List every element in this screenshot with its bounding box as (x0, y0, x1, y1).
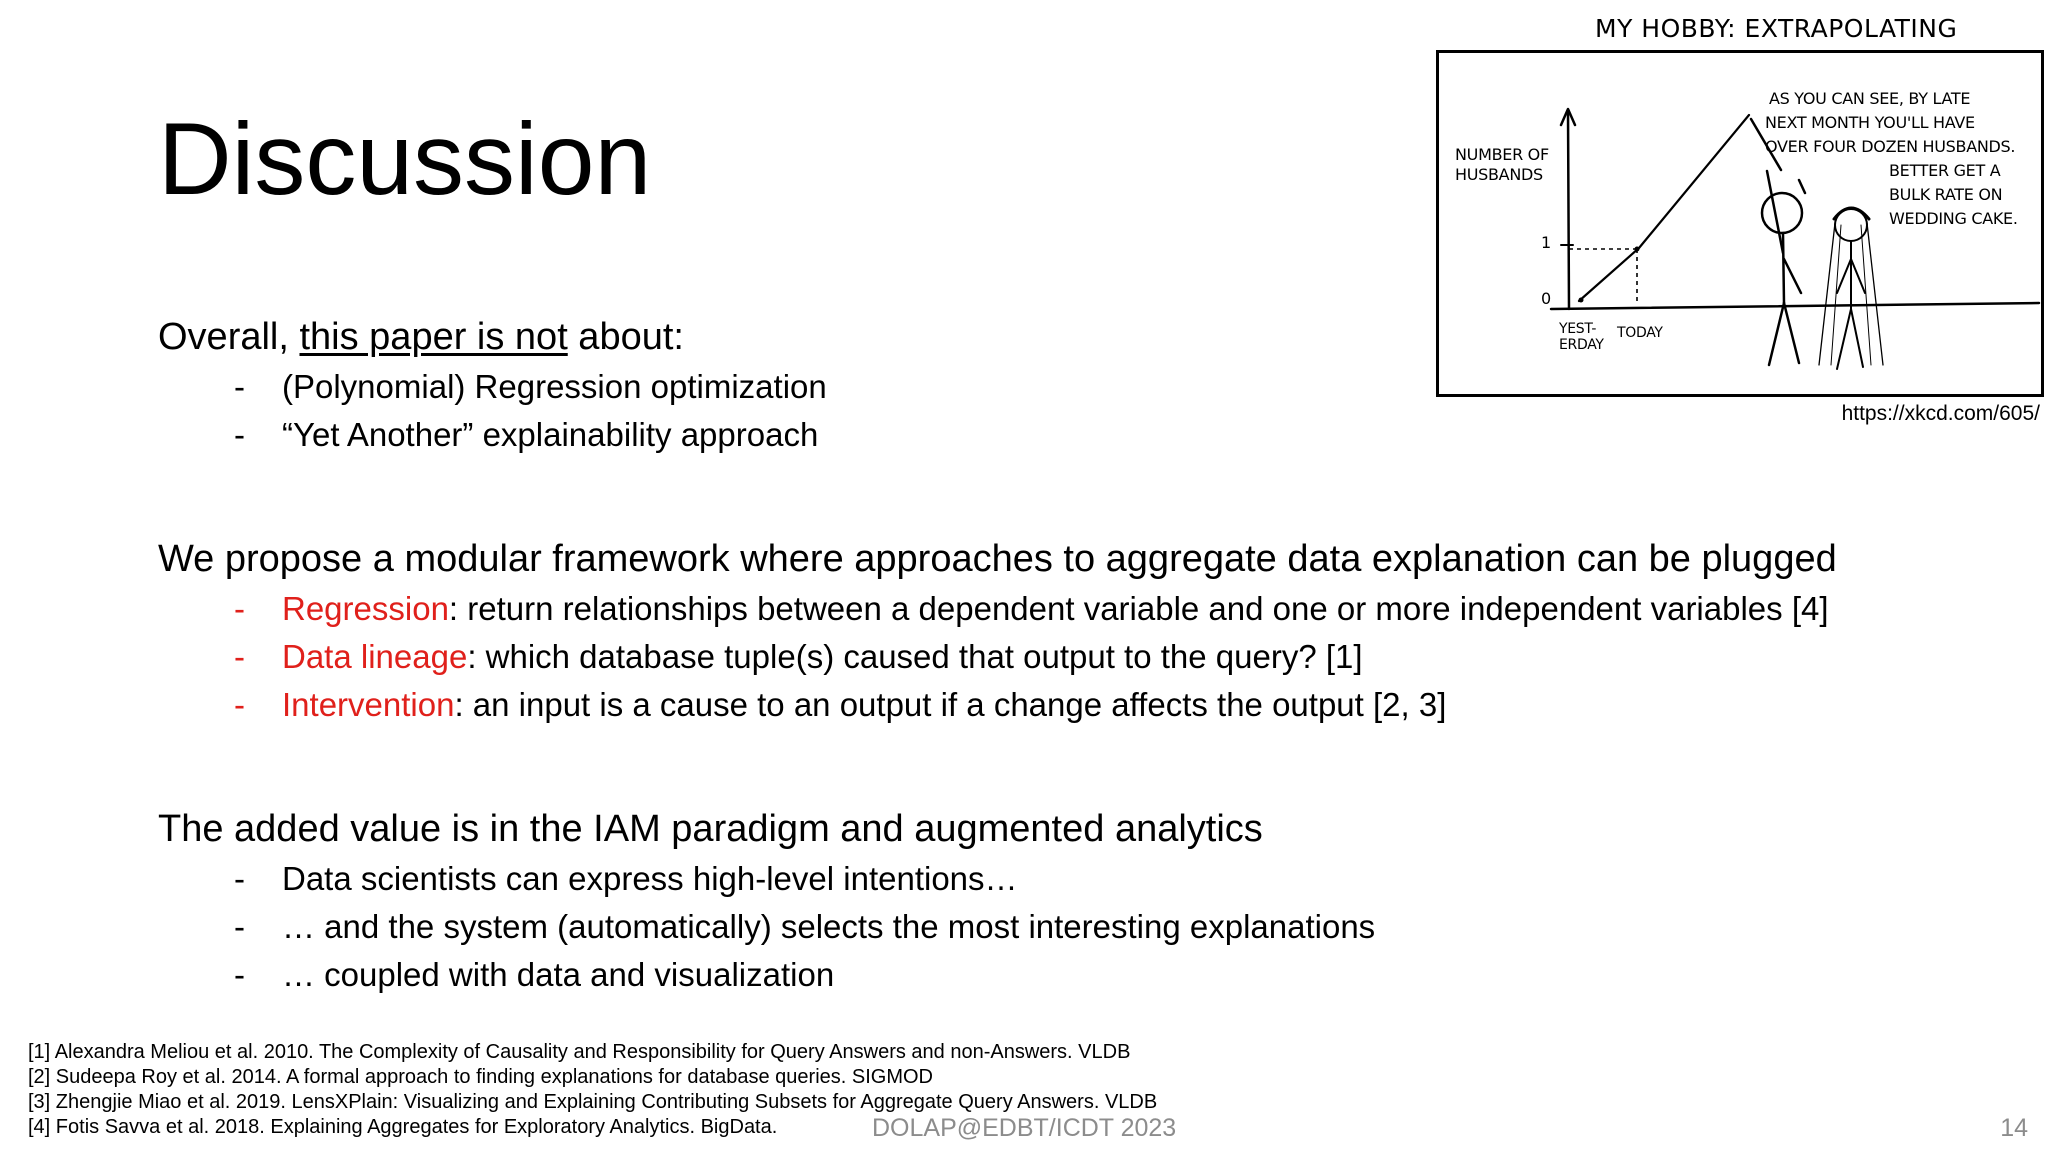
page-number: 14 (2000, 1114, 2028, 1142)
speech-line-2: NEXT MONTH YOU'LL HAVE (1765, 113, 1975, 132)
section-2-lead: We propose a modular framework where approaches to aggregate data explanation can be plugged (158, 538, 1837, 580)
section-1-lead-underlined: this paper is not (299, 316, 568, 358)
trend-line (1579, 115, 1749, 301)
bullet-term: Regression (282, 590, 449, 627)
bullet-text: : return relationships between a dependent variable and one or more independent variables [4] (448, 590, 1829, 627)
comic-title: MY HOBBY: EXTRAPOLATING (1595, 14, 1958, 43)
speech-line-4: BETTER GET A (1889, 161, 2001, 180)
section-3-bullet (234, 958, 834, 991)
section-1-lead-suffix: about: (567, 316, 684, 358)
section-1-bullet (234, 418, 818, 451)
y-axis-label-2: HUSBANDS (1455, 165, 1543, 184)
stick-figure-bride (1819, 208, 1883, 369)
section-1-lead (158, 318, 684, 356)
section-3-bullet (234, 862, 1018, 895)
comic-credit-link[interactable]: https://xkcd.com/605/ (1841, 402, 2040, 425)
speech-line-1: AS YOU CAN SEE, BY LATE (1769, 89, 1971, 108)
reference-item: [2] Sudeepa Roy et al. 2014. A formal approach to finding explanations for database queries. SIGMOD (28, 1066, 933, 1088)
slide-title: Discussion (158, 102, 652, 216)
bullet-text: : which database tuple(s) caused that output to the query? [1] (467, 638, 1363, 675)
bullet-text: (Polynomial) Regression optimization (282, 368, 827, 405)
section-3-bullet (234, 910, 1375, 943)
bullet-text: : an input is a cause to an output if a change affects the output [2, 3] (454, 686, 1447, 723)
section-1-lead-prefix: Overall, (158, 316, 300, 358)
bullet-marker: - (234, 590, 245, 627)
bullet-marker: - (234, 956, 245, 993)
section-2-bullet (234, 688, 1446, 721)
reference-item: [1] Alexandra Meliou et al. 2010. The Complexity of Causality and Responsibility for Query Answers and non-Answers. VLDB (28, 1041, 1131, 1063)
footer-venue: DOLAP@EDBT/ICDT 2023 (872, 1114, 1177, 1142)
comic-panel (1436, 50, 2044, 397)
y-tick-1: 1 (1541, 233, 1551, 252)
x-axis (1551, 303, 2039, 309)
bullet-text: … coupled with data and visualization (282, 956, 835, 993)
bullet-text: Data scientists can express high-level intentions… (282, 860, 1018, 897)
speech-line-5: BULK RATE ON (1889, 185, 2003, 204)
bullet-text: … and the system (automatically) selects the most interesting explanations (282, 908, 1376, 945)
section-2-bullet (234, 640, 1363, 673)
bullet-text: “Yet Another” explainability approach (282, 416, 819, 453)
x-label-yesterday-1: YEST- (1559, 321, 1597, 337)
bullet-marker: - (234, 368, 245, 405)
section-3-lead: The added value is in the IAM paradigm and augmented analytics (158, 808, 1263, 850)
reference-item: [3] Zhengjie Miao et al. 2019. LensXPlain: Visualizing and Explaining Contributing Subsets for Aggregate Query Answers. VLDB (28, 1091, 1158, 1113)
bullet-term: Data lineage (282, 638, 468, 675)
section-2-bullet (234, 592, 1829, 625)
bullet-marker: - (234, 908, 245, 945)
y-axis (1568, 111, 1569, 309)
stick-figure-man (1762, 171, 1805, 365)
x-label-yesterday-2: ERDAY (1559, 337, 1604, 353)
reference-item: [4] Fotis Savva et al. 2018. Explaining Aggregates for Exploratory Analytics. BigData. (28, 1116, 778, 1138)
section-1-bullet (234, 370, 827, 403)
x-label-today: TODAY (1617, 325, 1663, 341)
bullet-marker: - (234, 686, 245, 723)
y-axis-label-1: NUMBER OF (1455, 145, 1549, 164)
y-tick-0: 0 (1541, 289, 1551, 308)
bullet-marker: - (234, 860, 245, 897)
bullet-marker: - (234, 638, 245, 675)
bullet-marker: - (234, 416, 245, 453)
speech-line-6: WEDDING CAKE. (1889, 209, 2018, 228)
speech-line-3: OVER FOUR DOZEN HUSBANDS. (1765, 137, 2016, 156)
bullet-term: Intervention (282, 686, 455, 723)
